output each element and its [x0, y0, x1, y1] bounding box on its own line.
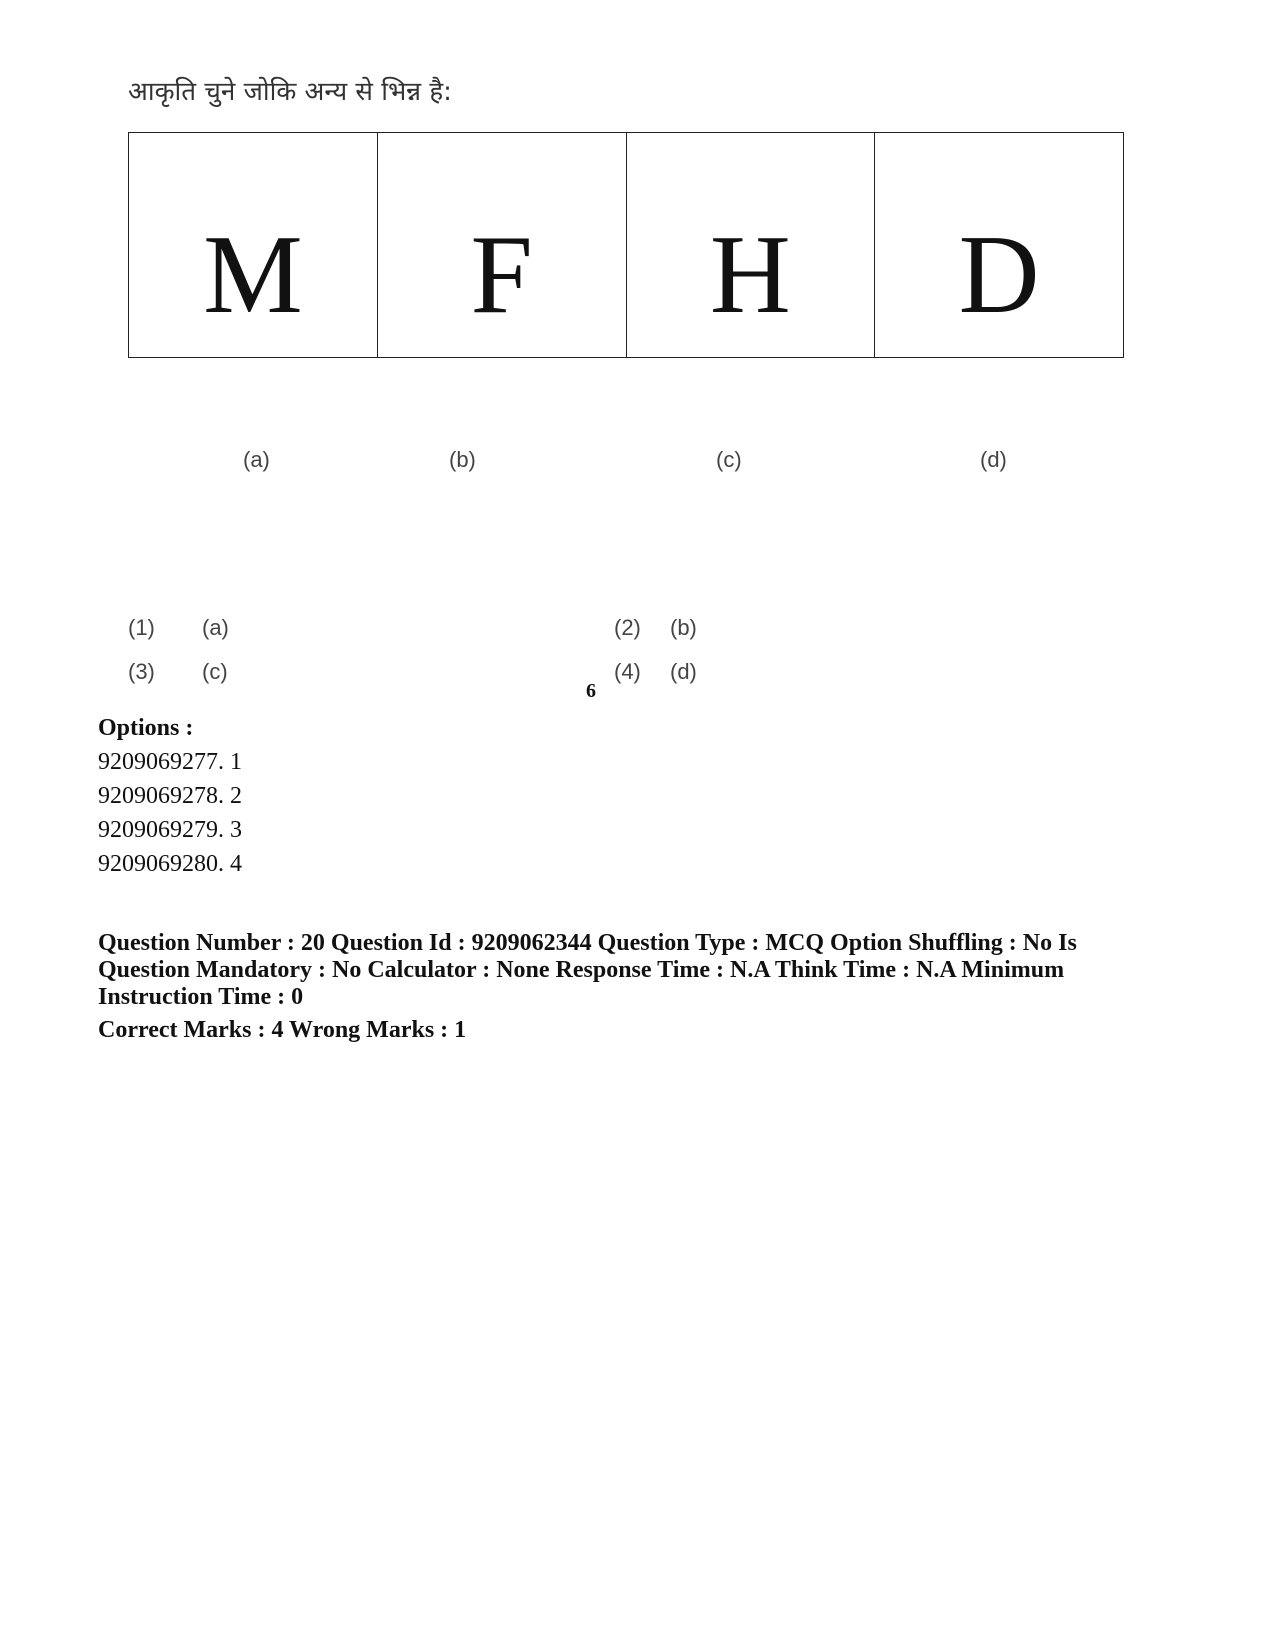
answer-choice-label: (b)	[670, 615, 697, 640]
figure-row	[128, 132, 1124, 358]
figure-label-c: (c)	[716, 447, 742, 472]
answer-choice-label: (c)	[202, 659, 228, 684]
figure-letter: H	[709, 213, 791, 337]
answer-choice-label: (a)	[202, 615, 229, 640]
question-meta: Question Number : 20 Question Id : 9209062344 Question Type : MCQ Option Shuffling : No Is Question Mandatory : No Calculator : None Response Time : N.A Think Time : N.A Minimum Instruction Time : 0	[98, 930, 1077, 1010]
figure-label-b: (b)	[449, 447, 476, 472]
answer-choice-number: (2)	[614, 615, 641, 640]
figure-letter: M	[203, 213, 303, 337]
answer-choice-3	[128, 659, 228, 685]
figure-letter: F	[470, 213, 533, 337]
question-title: आकृति चुने जोकि अन्य से भिन्न है:	[128, 77, 452, 107]
page-number: 6	[586, 680, 596, 702]
answer-choice-label: (d)	[670, 659, 697, 684]
figure-cell-b	[378, 133, 627, 357]
answer-choice-4	[614, 659, 697, 685]
answer-choice-number: (1)	[128, 615, 155, 640]
figure-letter: D	[958, 213, 1040, 337]
figure-cell-a	[129, 133, 378, 357]
answer-choice-number: (3)	[128, 659, 155, 684]
figure-label-a: (a)	[243, 447, 270, 472]
option-line: 9209069279. 3	[98, 817, 242, 843]
figure-cell-d	[875, 133, 1123, 357]
figure-cell-c	[627, 133, 876, 357]
options-heading: Options :	[98, 715, 194, 741]
answer-choice-number: (4)	[614, 659, 641, 684]
marks-info: Correct Marks : 4 Wrong Marks : 1	[98, 1017, 467, 1043]
answer-choice-2	[614, 615, 697, 641]
answer-choice-1	[128, 615, 229, 641]
option-line: 9209069278. 2	[98, 783, 242, 809]
option-line: 9209069280. 4	[98, 851, 242, 877]
option-line: 9209069277. 1	[98, 749, 242, 775]
figure-label-d: (d)	[980, 447, 1007, 472]
